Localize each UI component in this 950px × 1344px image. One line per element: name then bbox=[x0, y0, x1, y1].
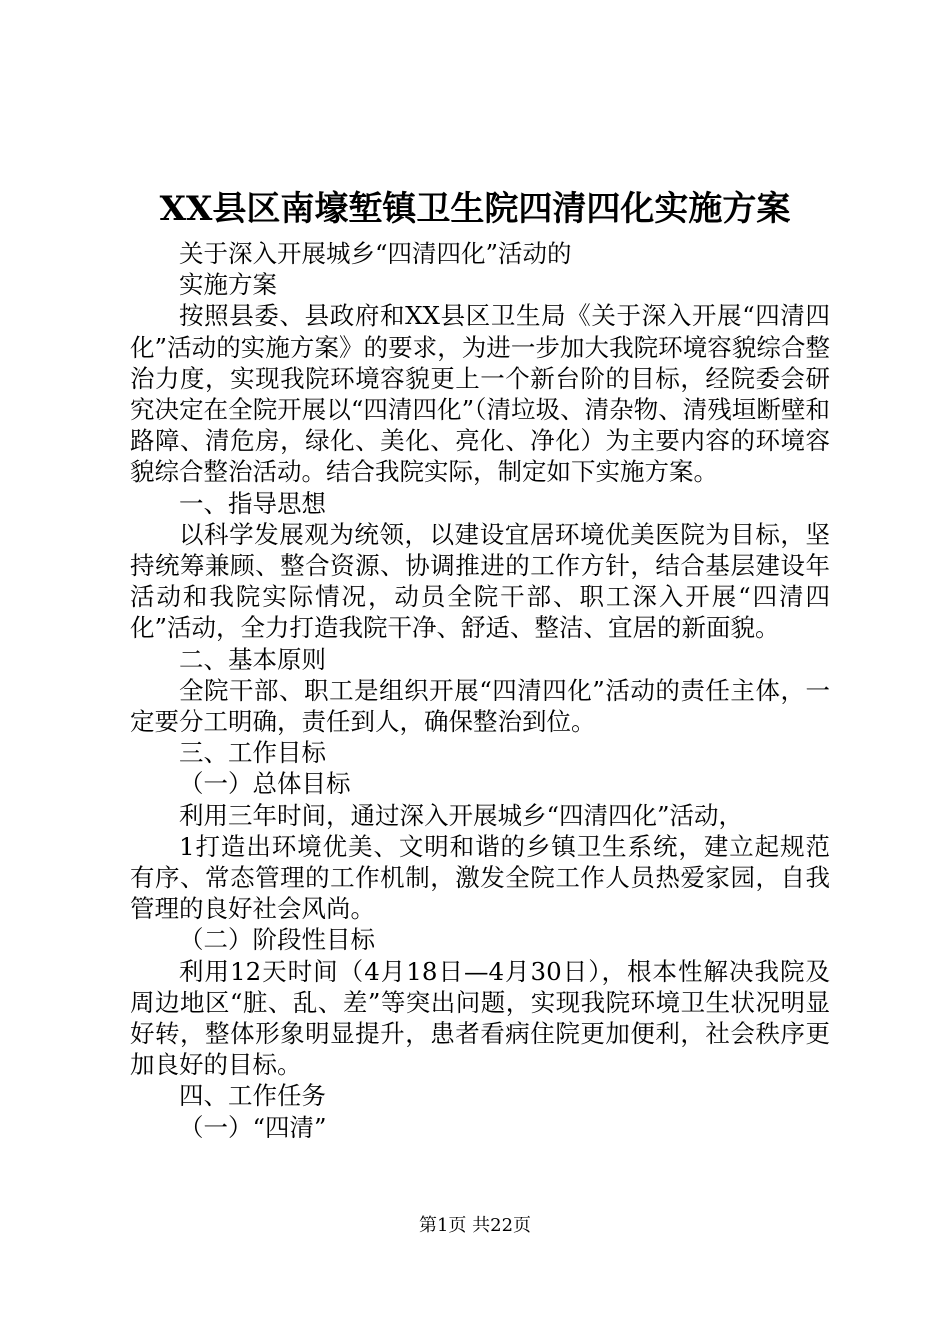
subtitle-line-1: 关于深入开展城乡“四清四化”活动的 bbox=[179, 239, 572, 268]
subheading-four-cleans: （一）“四清” bbox=[179, 1112, 327, 1142]
page-number-footer: 第1页 共22页 bbox=[418, 1215, 532, 1236]
heading-work-goals: 三、工作目标 bbox=[179, 738, 326, 768]
subheading-overall-goal: （一）总体目标 bbox=[179, 769, 351, 799]
paragraph-stage-goal: 利用12天时间（4月18日—4月30日），根本性解决我院及周边地区“脏、乱、差”等突出问题，实现我院环境卫生状况明显好转，整体形象明显提升，患者看病住院更加便利，社会秩序更加良好的目标。 bbox=[130, 956, 830, 1080]
paragraph-intro: 按照县委、县政府和XX县区卫生局《关于深入开展“四清四化”活动的实施方案》的要求，为进一步加大我院环境容貌综合整治力度，实现我院环境容貌更上一个新台阶的目标，经院委会研究决定在全院开展以“四清四化”（清垃圾、清杂物、清残垣断壁和路障、清危房，绿化、美化、亮化、净化）为主要内容的环境容貌综合整治活动。结合我院实际，制定如下实施方案。 bbox=[130, 301, 830, 487]
subheading-stage-goal: （二）阶段性目标 bbox=[179, 925, 375, 955]
document-title: XX县区南壕堑镇卫生院四清四化实施方案 bbox=[159, 189, 791, 229]
paragraph-guiding-thought: 以科学发展观为统领，以建设宜居环境优美医院为目标，坚持统筹兼顾、整合资源、协调推进的工作方针，结合基层建设年活动和我院实际情况，动员全院干部、职工深入开展“四清四化”活动，全力打造我院干净、舒适、整洁、宜居的新面貌。 bbox=[130, 519, 830, 643]
paragraph-overall-goal: 利用三年时间，通过深入开展城乡“四清四化”活动， bbox=[179, 800, 744, 830]
heading-basic-principles: 二、基本原则 bbox=[179, 644, 326, 674]
paragraph-basic-principles: 全院干部、职工是组织开展“四清四化”活动的责任主体，一定要分工明确，责任到人，确保整治到位。 bbox=[130, 675, 830, 737]
subtitle-line-2: 实施方案 bbox=[179, 270, 277, 300]
paragraph-overall-goal-item-1: 1打造出环境优美、文明和谐的乡镇卫生系统，建立起规范有序、常态管理的工作机制，激发全院工作人员热爱家园，自我管理的良好社会风尚。 bbox=[130, 831, 830, 924]
document-body bbox=[130, 238, 830, 1143]
heading-guiding-thought: 一、指导思想 bbox=[179, 488, 326, 518]
heading-work-tasks: 四、工作任务 bbox=[179, 1081, 326, 1111]
